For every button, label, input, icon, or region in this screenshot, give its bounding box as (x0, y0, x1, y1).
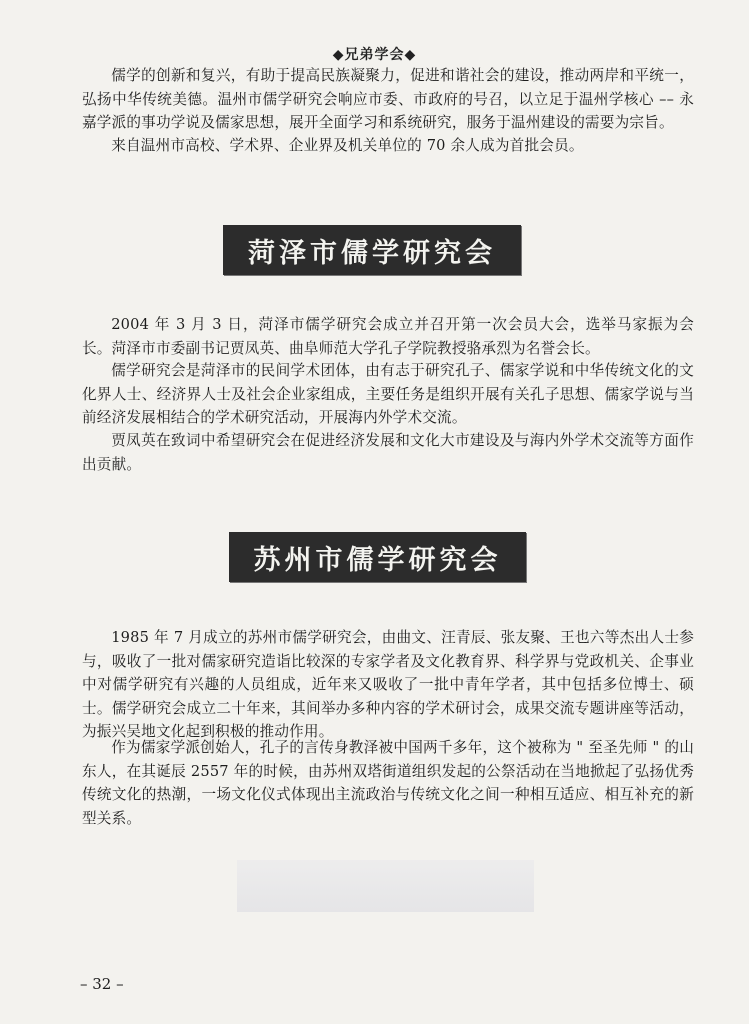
suzhou-paragraph-2: 作为儒家学派创始人，孔子的言传身教泽被中国两千多年，这个被称为 " 至圣先师 " 的山东人，在其诞辰 2557 年的时候，由苏州双塔街道组织发起的公祭活动在当地掀起了弘扬优秀传统文化的热潮，一场文化仪式体现出主流政治与传统文化之间一种相互适应、相互补充的新型关系。 (82, 739, 694, 827)
heze-paragraph-2: 儒学研究会是菏泽市的民间学术团体，由有志于研究孔子、儒家学说和中华传统文化的文化界人士、经济界人士及社会企业家组成，主要任务是组织开展有关孔子思想、儒家学说与当前经济发展相结合的学术研究活动，开展海内外学术交流。 (82, 362, 694, 426)
suzhou-paragraph-1: 1985 年 7 月成立的苏州市儒学研究会，由曲文、汪青辰、张友聚、王也六等杰出人士参与，吸收了一批对儒家研究造诣比较深的专家学者及文化教育界、科学界与党政机关、企事业中对儒学研究有兴趣的人员组成，近年来又吸收了一批中青年学者，其中包括多位博士、硕士。儒学研究会成立二十年来，其间举办多种内容的学术研讨会，成果交流专题讲座等活动，为振兴吴地文化起到积极的推动作用。 (82, 629, 694, 740)
heze-paragraph-3: 贾凤英在致词中希望研究会在促进经济发展和文化大市建设及与海内外学术交流等方面作出贡献。 (82, 432, 694, 473)
wenzhou-paragraph-1: 儒学的创新和复兴，有助于提高民族凝聚力，促进和谐社会的建设，推动两岸和平统一，弘扬中华传统美德。温州市儒学研究会响应市委、市政府的号召，以立足于温州学核心 –– 永嘉学派的事功学说及儒家思想，展开全面学习和系统研究，服务于温州建设的需要为宗旨。 (82, 67, 694, 131)
suzhou-section-title: 苏州市儒学研究会 (229, 532, 526, 582)
wenzhou-paragraph-2: 来自温州市高校、学术界、企业界及机关单位的 70 余人成为首批会员。 (111, 137, 584, 154)
heze-paragraph-1: 2004 年 3 月 3 日，菏泽市儒学研究会成立并召开第一次会员大会，选举马家振为会长。菏泽市市委副书记贾凤英、曲阜师范大学孔子学院教授骆承烈为名誉会长。 (82, 316, 694, 357)
running-header: ◆兄弟学会◆ (332, 47, 417, 63)
heze-section-title: 菏泽市儒学研究会 (223, 225, 521, 275)
page-number: – 32 – (80, 975, 124, 993)
bleed-through-banner (237, 860, 534, 912)
